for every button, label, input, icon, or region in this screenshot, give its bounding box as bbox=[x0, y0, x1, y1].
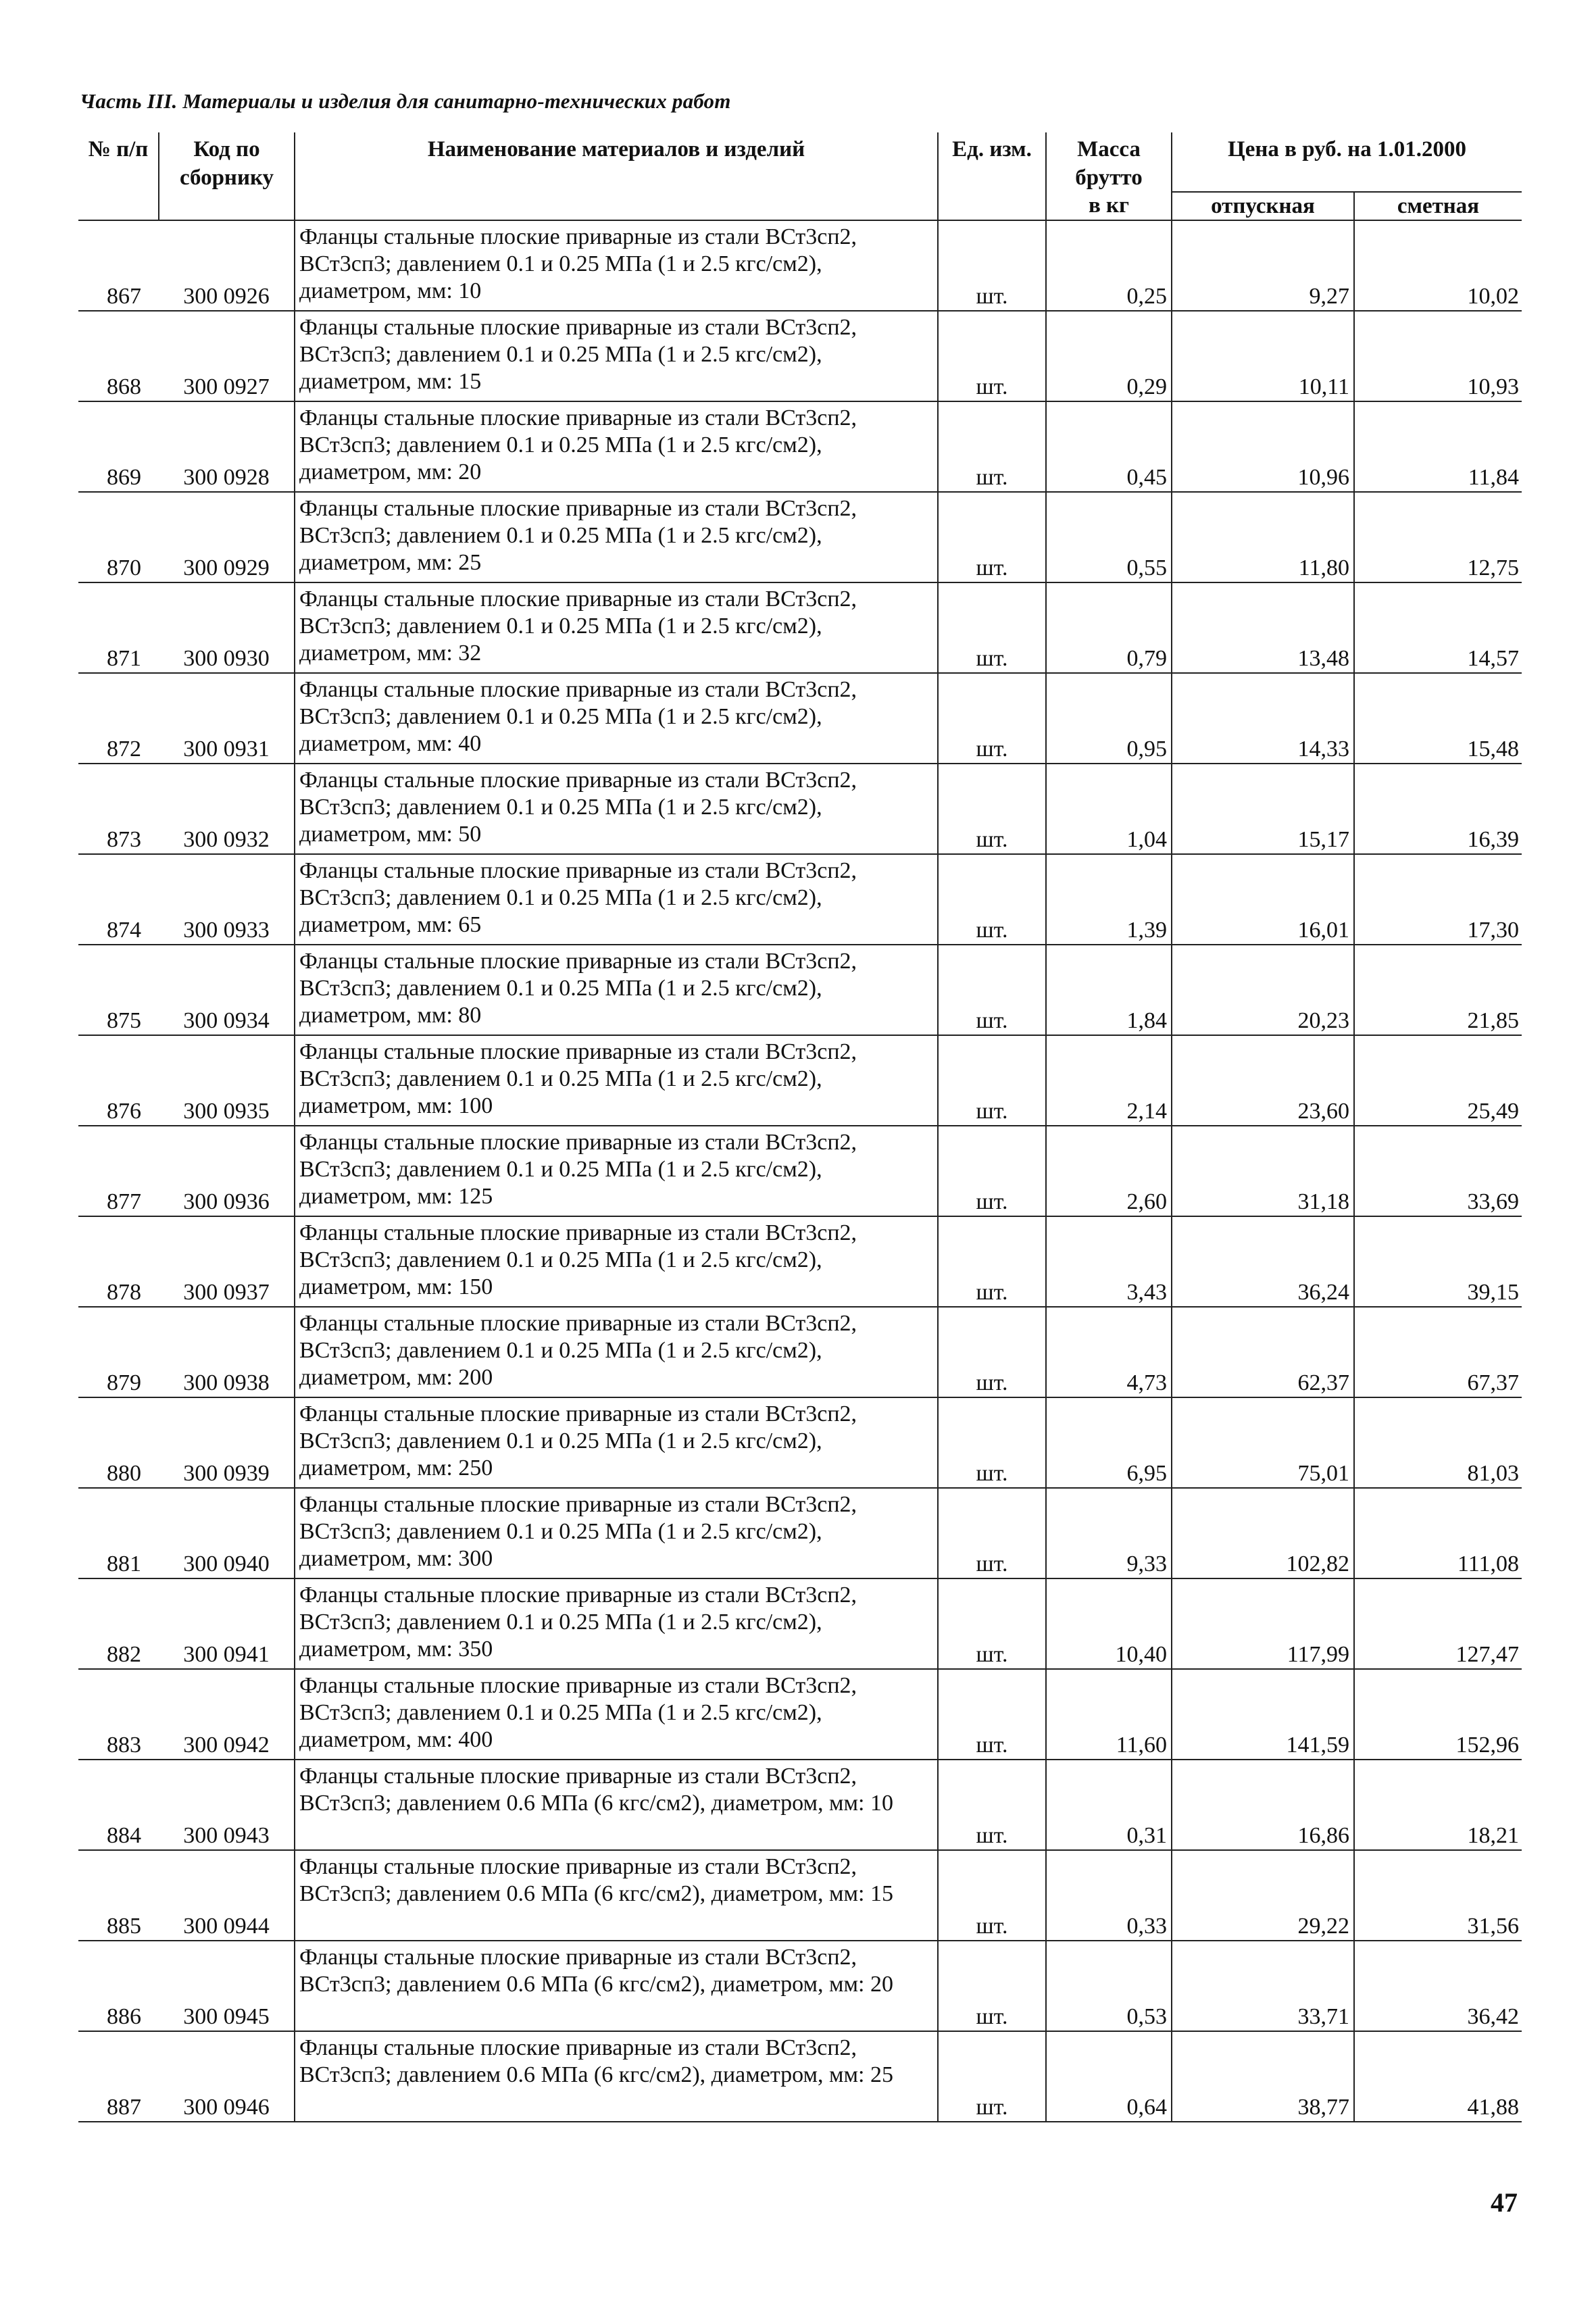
row-price-estimate: 36,42 bbox=[1354, 1941, 1522, 2031]
row-unit: шт. bbox=[938, 854, 1046, 945]
row-mass: 2,14 bbox=[1046, 1035, 1172, 1126]
header-price-release: отпускная bbox=[1172, 192, 1354, 220]
row-unit: шт. bbox=[938, 1307, 1046, 1397]
row-name: Фланцы стальные плоские приварные из стали ВСт3сп2, ВСт3сп3; давлением 0.1 и 0.25 МПа (1 и 2.5 кгс/см2), диаметром, мм: 32 bbox=[295, 582, 938, 673]
row-price-estimate: 10,93 bbox=[1354, 311, 1522, 401]
row-name: Фланцы стальные плоские приварные из стали ВСт3сп2, ВСт3сп3; давлением 0.6 МПа (6 кгс/см2), диаметром, мм: 25 bbox=[295, 2031, 938, 2122]
row-price-estimate: 67,37 bbox=[1354, 1307, 1522, 1397]
row-number: 877 bbox=[78, 1126, 159, 1216]
row-number: 879 bbox=[78, 1307, 159, 1397]
row-unit: шт. bbox=[938, 1760, 1046, 1850]
row-mass: 0,64 bbox=[1046, 2031, 1172, 2122]
table-row bbox=[78, 582, 1522, 673]
row-mass: 0,45 bbox=[1046, 401, 1172, 492]
row-number: 871 bbox=[78, 582, 159, 673]
row-unit: шт. bbox=[938, 1850, 1046, 1941]
header-mass-unit: в кг bbox=[1046, 192, 1172, 220]
row-price-release: 38,77 bbox=[1172, 2031, 1354, 2122]
row-number: 869 bbox=[78, 401, 159, 492]
row-mass: 0,31 bbox=[1046, 1760, 1172, 1850]
table-row bbox=[78, 1488, 1522, 1578]
row-unit: шт. bbox=[938, 401, 1046, 492]
row-number: 887 bbox=[78, 2031, 159, 2122]
row-unit: шт. bbox=[938, 1488, 1046, 1578]
row-name: Фланцы стальные плоские приварные из стали ВСт3сп2, ВСт3сп3; давлением 0.1 и 0.25 МПа (1 и 2.5 кгс/см2), диаметром, мм: 350 bbox=[295, 1578, 938, 1669]
row-price-estimate: 81,03 bbox=[1354, 1397, 1522, 1488]
row-code: 300 0933 bbox=[159, 854, 295, 945]
row-price-estimate: 10,02 bbox=[1354, 220, 1522, 311]
row-price-estimate: 111,08 bbox=[1354, 1488, 1522, 1578]
row-unit: шт. bbox=[938, 492, 1046, 582]
row-number: 872 bbox=[78, 673, 159, 764]
row-number: 873 bbox=[78, 764, 159, 854]
row-unit: шт. bbox=[938, 1397, 1046, 1488]
row-price-estimate: 41,88 bbox=[1354, 2031, 1522, 2122]
row-price-estimate: 39,15 bbox=[1354, 1216, 1522, 1307]
table-row bbox=[78, 854, 1522, 945]
row-price-release: 16,01 bbox=[1172, 854, 1354, 945]
page-number: 47 bbox=[1491, 2187, 1518, 2218]
table-header bbox=[78, 132, 1522, 220]
row-number: 874 bbox=[78, 854, 159, 945]
row-mass: 6,95 bbox=[1046, 1397, 1172, 1488]
row-number: 878 bbox=[78, 1216, 159, 1307]
row-unit: шт. bbox=[938, 2031, 1046, 2122]
row-number: 876 bbox=[78, 1035, 159, 1126]
row-code: 300 0928 bbox=[159, 401, 295, 492]
row-code: 300 0931 bbox=[159, 673, 295, 764]
table-row bbox=[78, 1760, 1522, 1850]
header-code: Код по сборнику bbox=[159, 132, 295, 220]
row-mass: 11,60 bbox=[1046, 1669, 1172, 1760]
row-name: Фланцы стальные плоские приварные из стали ВСт3сп2, ВСт3сп3; давлением 0.1 и 0.25 МПа (1 и 2.5 кгс/см2), диаметром, мм: 80 bbox=[295, 945, 938, 1035]
row-mass: 10,40 bbox=[1046, 1578, 1172, 1669]
row-mass: 2,60 bbox=[1046, 1126, 1172, 1216]
table-row bbox=[78, 1216, 1522, 1307]
table-row bbox=[78, 1578, 1522, 1669]
row-price-release: 9,27 bbox=[1172, 220, 1354, 311]
row-name: Фланцы стальные плоские приварные из стали ВСт3сп2, ВСт3сп3; давлением 0.1 и 0.25 МПа (1 и 2.5 кгс/см2), диаметром, мм: 100 bbox=[295, 1035, 938, 1126]
row-name: Фланцы стальные плоские приварные из стали ВСт3сп2, ВСт3сп3; давлением 0.1 и 0.25 МПа (1 и 2.5 кгс/см2), диаметром, мм: 125 bbox=[295, 1126, 938, 1216]
row-name: Фланцы стальные плоские приварные из стали ВСт3сп2, ВСт3сп3; давлением 0.1 и 0.25 МПа (1 и 2.5 кгс/см2), диаметром, мм: 50 bbox=[295, 764, 938, 854]
row-name: Фланцы стальные плоские приварные из стали ВСт3сп2, ВСт3сп3; давлением 0.1 и 0.25 МПа (1 и 2.5 кгс/см2), диаметром, мм: 25 bbox=[295, 492, 938, 582]
row-price-release: 16,86 bbox=[1172, 1760, 1354, 1850]
table-row bbox=[78, 1669, 1522, 1760]
table-row bbox=[78, 2031, 1522, 2122]
row-mass: 0,29 bbox=[1046, 311, 1172, 401]
row-code: 300 0946 bbox=[159, 2031, 295, 2122]
row-unit: шт. bbox=[938, 1578, 1046, 1669]
row-number: 868 bbox=[78, 311, 159, 401]
row-unit: шт. bbox=[938, 582, 1046, 673]
row-mass: 0,33 bbox=[1046, 1850, 1172, 1941]
row-code: 300 0945 bbox=[159, 1941, 295, 2031]
row-mass: 9,33 bbox=[1046, 1488, 1172, 1578]
row-price-release: 29,22 bbox=[1172, 1850, 1354, 1941]
row-price-estimate: 16,39 bbox=[1354, 764, 1522, 854]
row-price-estimate: 31,56 bbox=[1354, 1850, 1522, 1941]
row-name: Фланцы стальные плоские приварные из стали ВСт3сп2, ВСт3сп3; давлением 0.6 МПа (6 кгс/см2), диаметром, мм: 10 bbox=[295, 1760, 938, 1850]
row-price-release: 10,11 bbox=[1172, 311, 1354, 401]
row-mass: 0,79 bbox=[1046, 582, 1172, 673]
row-name: Фланцы стальные плоские приварные из стали ВСт3сп2, ВСт3сп3; давлением 0.1 и 0.25 МПа (1 и 2.5 кгс/см2), диаметром, мм: 150 bbox=[295, 1216, 938, 1307]
row-price-estimate: 11,84 bbox=[1354, 401, 1522, 492]
row-price-release: 13,48 bbox=[1172, 582, 1354, 673]
row-code: 300 0944 bbox=[159, 1850, 295, 1941]
table-row bbox=[78, 1126, 1522, 1216]
table-row bbox=[78, 1850, 1522, 1941]
row-name: Фланцы стальные плоские приварные из стали ВСт3сп2, ВСт3сп3; давлением 0.1 и 0.25 МПа (1 и 2.5 кгс/см2), диаметром, мм: 65 bbox=[295, 854, 938, 945]
row-name: Фланцы стальные плоские приварные из стали ВСт3сп2, ВСт3сп3; давлением 0.1 и 0.25 МПа (1 и 2.5 кгс/см2), диаметром, мм: 10 bbox=[295, 220, 938, 311]
table-row bbox=[78, 1397, 1522, 1488]
row-number: 886 bbox=[78, 1941, 159, 2031]
row-price-release: 36,24 bbox=[1172, 1216, 1354, 1307]
row-code: 300 0935 bbox=[159, 1035, 295, 1126]
header-mass: Масса брутто bbox=[1046, 132, 1172, 192]
row-number: 880 bbox=[78, 1397, 159, 1488]
row-price-estimate: 15,48 bbox=[1354, 673, 1522, 764]
row-number: 867 bbox=[78, 220, 159, 311]
row-price-release: 102,82 bbox=[1172, 1488, 1354, 1578]
row-price-release: 10,96 bbox=[1172, 401, 1354, 492]
row-number: 883 bbox=[78, 1669, 159, 1760]
row-price-estimate: 14,57 bbox=[1354, 582, 1522, 673]
table-body bbox=[78, 220, 1522, 2122]
table-row bbox=[78, 1307, 1522, 1397]
row-unit: шт. bbox=[938, 764, 1046, 854]
row-price-release: 62,37 bbox=[1172, 1307, 1354, 1397]
row-name: Фланцы стальные плоские приварные из стали ВСт3сп2, ВСт3сп3; давлением 0.1 и 0.25 МПа (1 и 2.5 кгс/см2), диаметром, мм: 20 bbox=[295, 401, 938, 492]
row-code: 300 0938 bbox=[159, 1307, 295, 1397]
header-unit: Ед. изм. bbox=[938, 132, 1046, 220]
row-unit: шт. bbox=[938, 1941, 1046, 2031]
row-code: 300 0930 bbox=[159, 582, 295, 673]
table-row bbox=[78, 1941, 1522, 2031]
table-row bbox=[78, 673, 1522, 764]
row-number: 881 bbox=[78, 1488, 159, 1578]
row-price-estimate: 17,30 bbox=[1354, 854, 1522, 945]
header-price: Цена в руб. на 1.01.2000 bbox=[1172, 132, 1522, 192]
row-price-release: 33,71 bbox=[1172, 1941, 1354, 2031]
row-mass: 1,04 bbox=[1046, 764, 1172, 854]
row-code: 300 0929 bbox=[159, 492, 295, 582]
table-row bbox=[78, 492, 1522, 582]
row-name: Фланцы стальные плоские приварные из стали ВСт3сп2, ВСт3сп3; давлением 0.1 и 0.25 МПа (1 и 2.5 кгс/см2), диаметром, мм: 200 bbox=[295, 1307, 938, 1397]
row-name: Фланцы стальные плоские приварные из стали ВСт3сп2, ВСт3сп3; давлением 0.6 МПа (6 кгс/см2), диаметром, мм: 15 bbox=[295, 1850, 938, 1941]
row-price-release: 23,60 bbox=[1172, 1035, 1354, 1126]
row-price-release: 15,17 bbox=[1172, 764, 1354, 854]
row-number: 885 bbox=[78, 1850, 159, 1941]
row-code: 300 0934 bbox=[159, 945, 295, 1035]
row-price-estimate: 152,96 bbox=[1354, 1669, 1522, 1760]
table-row bbox=[78, 1035, 1522, 1126]
table-row bbox=[78, 764, 1522, 854]
row-code: 300 0942 bbox=[159, 1669, 295, 1760]
row-mass: 0,53 bbox=[1046, 1941, 1172, 2031]
row-mass: 4,73 bbox=[1046, 1307, 1172, 1397]
row-name: Фланцы стальные плоские приварные из стали ВСт3сп2, ВСт3сп3; давлением 0.1 и 0.25 МПа (1 и 2.5 кгс/см2), диаметром, мм: 300 bbox=[295, 1488, 938, 1578]
row-name: Фланцы стальные плоские приварные из стали ВСт3сп2, ВСт3сп3; давлением 0.1 и 0.25 МПа (1 и 2.5 кгс/см2), диаметром, мм: 15 bbox=[295, 311, 938, 401]
row-unit: шт. bbox=[938, 1216, 1046, 1307]
row-unit: шт. bbox=[938, 311, 1046, 401]
row-code: 300 0941 bbox=[159, 1578, 295, 1669]
row-price-release: 11,80 bbox=[1172, 492, 1354, 582]
row-number: 875 bbox=[78, 945, 159, 1035]
table-row bbox=[78, 945, 1522, 1035]
row-number: 884 bbox=[78, 1760, 159, 1850]
row-price-estimate: 127,47 bbox=[1354, 1578, 1522, 1669]
row-mass: 3,43 bbox=[1046, 1216, 1172, 1307]
table-row bbox=[78, 401, 1522, 492]
row-code: 300 0927 bbox=[159, 311, 295, 401]
row-unit: шт. bbox=[938, 1126, 1046, 1216]
row-name: Фланцы стальные плоские приварные из стали ВСт3сп2, ВСт3сп3; давлением 0.1 и 0.25 МПа (1 и 2.5 кгс/см2), диаметром, мм: 400 bbox=[295, 1669, 938, 1760]
table-row bbox=[78, 311, 1522, 401]
table-row bbox=[78, 220, 1522, 311]
header-price-estimate: сметная bbox=[1354, 192, 1522, 220]
row-unit: шт. bbox=[938, 673, 1046, 764]
row-code: 300 0939 bbox=[159, 1397, 295, 1488]
price-table bbox=[78, 132, 1522, 2122]
row-mass: 0,55 bbox=[1046, 492, 1172, 582]
row-unit: шт. bbox=[938, 220, 1046, 311]
row-unit: шт. bbox=[938, 1035, 1046, 1126]
row-price-release: 75,01 bbox=[1172, 1397, 1354, 1488]
row-code: 300 0940 bbox=[159, 1488, 295, 1578]
row-mass: 0,95 bbox=[1046, 673, 1172, 764]
row-code: 300 0936 bbox=[159, 1126, 295, 1216]
row-price-release: 14,33 bbox=[1172, 673, 1354, 764]
row-unit: шт. bbox=[938, 945, 1046, 1035]
row-mass: 1,39 bbox=[1046, 854, 1172, 945]
row-price-release: 117,99 bbox=[1172, 1578, 1354, 1669]
row-price-estimate: 33,69 bbox=[1354, 1126, 1522, 1216]
running-head: Часть III. Материалы и изделия для санитарно-технических работ bbox=[80, 89, 731, 113]
row-name: Фланцы стальные плоские приварные из стали ВСт3сп2, ВСт3сп3; давлением 0.6 МПа (6 кгс/см2), диаметром, мм: 20 bbox=[295, 1941, 938, 2031]
row-price-estimate: 25,49 bbox=[1354, 1035, 1522, 1126]
row-price-estimate: 12,75 bbox=[1354, 492, 1522, 582]
row-code: 300 0932 bbox=[159, 764, 295, 854]
header-name: Наименование материалов и изделий bbox=[295, 132, 938, 220]
row-code: 300 0943 bbox=[159, 1760, 295, 1850]
row-mass: 1,84 bbox=[1046, 945, 1172, 1035]
row-price-estimate: 18,21 bbox=[1354, 1760, 1522, 1850]
row-mass: 0,25 bbox=[1046, 220, 1172, 311]
row-price-release: 31,18 bbox=[1172, 1126, 1354, 1216]
row-code: 300 0926 bbox=[159, 220, 295, 311]
row-price-release: 20,23 bbox=[1172, 945, 1354, 1035]
row-unit: шт. bbox=[938, 1669, 1046, 1760]
row-price-estimate: 21,85 bbox=[1354, 945, 1522, 1035]
row-number: 870 bbox=[78, 492, 159, 582]
row-price-release: 141,59 bbox=[1172, 1669, 1354, 1760]
row-name: Фланцы стальные плоские приварные из стали ВСт3сп2, ВСт3сп3; давлением 0.1 и 0.25 МПа (1 и 2.5 кгс/см2), диаметром, мм: 40 bbox=[295, 673, 938, 764]
row-name: Фланцы стальные плоские приварные из стали ВСт3сп2, ВСт3сп3; давлением 0.1 и 0.25 МПа (1 и 2.5 кгс/см2), диаметром, мм: 250 bbox=[295, 1397, 938, 1488]
header-num: № п/п bbox=[78, 132, 159, 220]
row-number: 882 bbox=[78, 1578, 159, 1669]
row-code: 300 0937 bbox=[159, 1216, 295, 1307]
